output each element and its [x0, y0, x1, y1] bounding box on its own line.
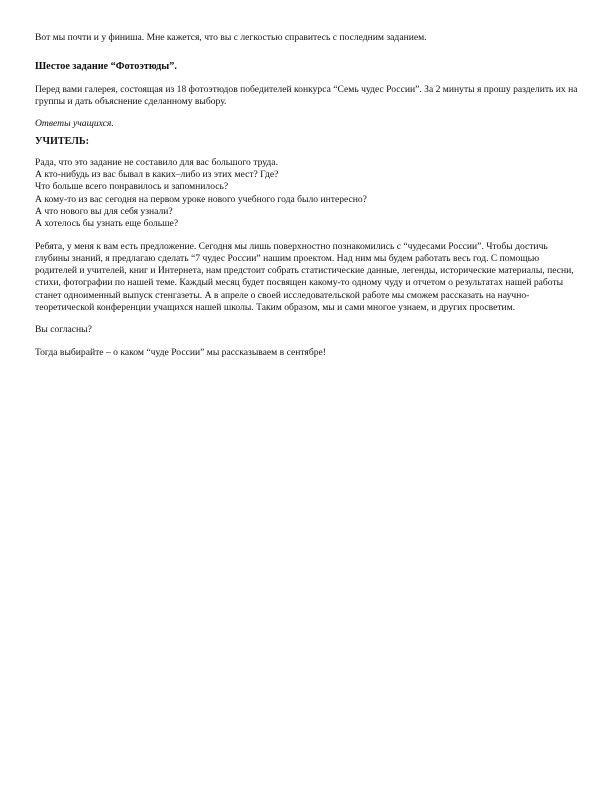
teacher-questions [35, 157, 583, 231]
teacher-line: А хотелось бы узнать еще больше? [35, 218, 179, 230]
teacher-line: А что нового вы для себя узнали? [35, 205, 173, 217]
proposal-paragraph: Ребята, у меня к вам есть предложение. Сегодня мы лишь поверхностно познакомились с “чудесами России”. Чтобы достичь глубины знаний, я предлагаю сделать “7 чудес России” нашим проектом. Над ним мы будем работать весь год. С помощью родителей и учителей, книг и Интернета, нам предстоит собрать статистические данные, легенды, исторические материалы, песни, стихи, фотографии по нашей теме. Каждый месяц будет посвящен какому-то одному чуду и отчетом о результатах нашей работы станет одноименный выпуск стенгазеты. А в апреле о своей исследовательской работе мы сможем рассказать на научно-теоретической конференции учащихся нашей школы. Таким образом, мы и сами многое узнаем, и других просветим. [35, 240, 574, 314]
intro-paragraph: Вот мы почти и у финиша. Мне кажется, что вы с легкостью справитесь с последним заданием. [35, 32, 427, 43]
teacher-label: УЧИТЕЛЬ: [35, 136, 90, 148]
document-page [35, 32, 583, 369]
teacher-line: А кому-то из вас сегодня на первом уроке нового учебного года было интересно? [35, 193, 367, 205]
closing-paragraph: Тогда выбирайте – о каком “чуде России” мы рассказываем в сентябре! [35, 346, 326, 358]
answers-note: Ответы учащихся. [35, 118, 114, 130]
task-heading: Шестое задание “Фотоэтюды”. [35, 61, 177, 73]
task-paragraph: Перед вами галерея, состоящая из 18 фотоэтюдов победителей конкурса “Семь чудес России”. За 2 минуты я прошу разделить их на группы и дать объяснение сделанному выбору. [35, 83, 578, 107]
teacher-line: Рада, что это задание не составило для вас большого труда. [35, 156, 278, 168]
teacher-line: А кто-нибудь из вас бывал в каких–либо из этих мест? Где? [35, 169, 279, 181]
teacher-line: Что больше всего понравилось и запомнилось? [35, 181, 229, 193]
question-paragraph: Вы согласны? [35, 324, 92, 336]
